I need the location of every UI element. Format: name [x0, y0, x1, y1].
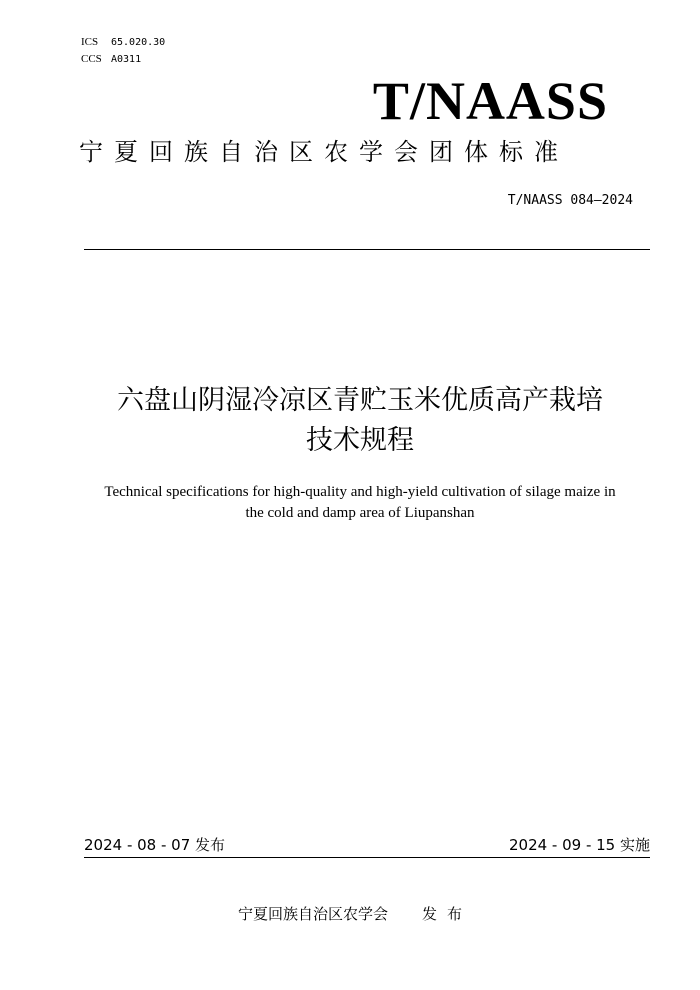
header-divider — [84, 249, 650, 250]
title-english-line-2: the cold and damp area of Liupanshan — [245, 505, 475, 521]
issuer-name: 宁夏回族自治区农学会 — [238, 905, 389, 923]
publish-date: 2024 - 08 - 07 发布 — [84, 836, 226, 854]
title-chinese-line-1: 六盘山阴湿冷凉区青贮玉米优质高产栽培 — [117, 385, 603, 416]
ccs-label: CCS — [81, 53, 102, 65]
standard-brand: T/NAASS — [372, 71, 608, 131]
title-english-line-1: Technical specifications for high-quality and high-yield cultivation of silage maize in — [104, 484, 616, 500]
title-chinese — [60, 381, 660, 461]
implement-date: 2024 - 09 - 15 实施 — [508, 836, 650, 854]
ccs-value: A0311 — [111, 54, 142, 65]
issuer — [238, 904, 472, 924]
document-number: T/NAASS 084—2024 — [507, 193, 633, 208]
ics-row — [81, 34, 165, 51]
issuer-action: 发布 — [422, 905, 473, 923]
title-chinese-line-2: 技术规程 — [306, 425, 414, 456]
classification-codes — [81, 34, 165, 68]
ccs-row — [81, 51, 165, 68]
organization-title: 宁夏回族自治区农学会团体标准 — [79, 138, 569, 166]
ics-value: 65.020.30 — [111, 37, 166, 48]
ics-label: ICS — [81, 36, 99, 48]
footer-divider — [84, 857, 650, 858]
title-english — [60, 482, 660, 524]
